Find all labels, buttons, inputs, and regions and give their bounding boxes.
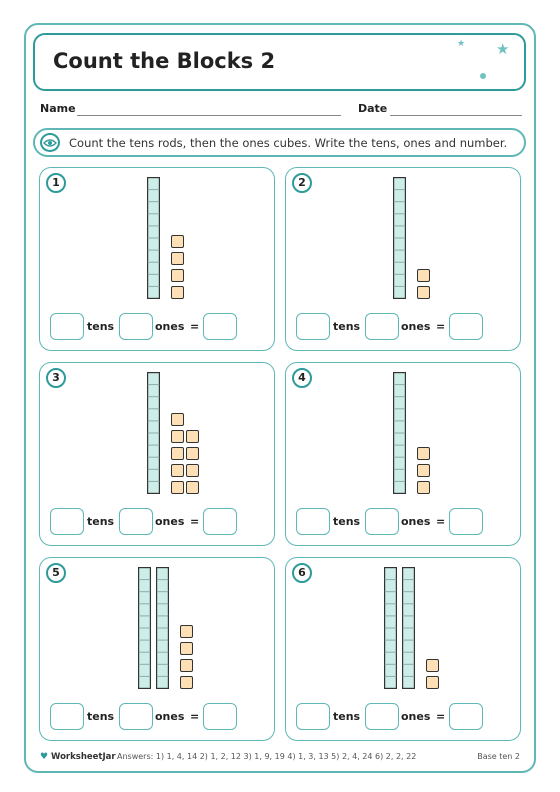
instruction-text: Count the tens rods, then the ones cubes. Write the tens, ones and number. xyxy=(69,136,508,150)
ones-answer-box[interactable] xyxy=(365,703,399,730)
ones-label: ones xyxy=(401,320,431,333)
ones-cube xyxy=(426,676,439,689)
ones-cube xyxy=(417,481,430,494)
number-answer-box[interactable] xyxy=(203,508,237,535)
ones-cube xyxy=(180,625,193,638)
heart-icon: ♥ xyxy=(40,752,49,762)
ones-cube xyxy=(180,642,193,655)
problem-card xyxy=(285,167,521,351)
ones-cube xyxy=(426,659,439,672)
tens-rod xyxy=(138,567,151,689)
problem-number: 1 xyxy=(46,173,66,193)
ones-cube xyxy=(186,447,199,460)
star-icon: ★ xyxy=(496,40,510,58)
ones-cube xyxy=(171,235,184,248)
ones-cube xyxy=(417,447,430,460)
equals-sign: = xyxy=(436,710,446,723)
star-icon: ★ xyxy=(457,39,466,49)
ones-label: ones xyxy=(155,320,185,333)
tens-rod xyxy=(402,567,415,689)
date-label: Date xyxy=(358,102,388,115)
ones-cube xyxy=(186,481,199,494)
problem-number: 5 xyxy=(46,563,66,583)
ones-label: ones xyxy=(401,710,431,723)
equals-sign: = xyxy=(190,320,200,333)
problem-card xyxy=(285,362,521,546)
ones-cube xyxy=(417,269,430,282)
instruction-banner xyxy=(33,128,526,157)
ones-cube xyxy=(417,464,430,477)
tens-answer-box[interactable] xyxy=(50,508,84,535)
tens-rod xyxy=(393,177,406,299)
worksheet-code: Base ten 2 xyxy=(477,752,520,761)
ones-cube xyxy=(180,659,193,672)
equals-sign: = xyxy=(436,320,446,333)
tens-answer-box[interactable] xyxy=(296,313,330,340)
problem-number: 4 xyxy=(292,368,312,388)
equals-sign: = xyxy=(190,515,200,528)
brand-name: WorksheetJar xyxy=(51,752,116,762)
ones-answer-box[interactable] xyxy=(365,313,399,340)
tens-label: tens xyxy=(333,320,361,333)
ones-cube xyxy=(171,430,184,443)
number-answer-box[interactable] xyxy=(203,703,237,730)
name-label: Name xyxy=(40,102,76,115)
page-title: Count the Blocks 2 xyxy=(53,49,276,73)
eye-icon xyxy=(40,133,60,152)
dot-decoration xyxy=(480,73,486,79)
tens-label: tens xyxy=(87,320,115,333)
number-answer-box[interactable] xyxy=(449,313,483,340)
ones-answer-box[interactable] xyxy=(119,313,153,340)
equals-sign: = xyxy=(436,515,446,528)
ones-answer-box[interactable] xyxy=(119,508,153,535)
ones-cube xyxy=(171,252,184,265)
ones-cube xyxy=(417,286,430,299)
tens-rod xyxy=(156,567,169,689)
number-answer-box[interactable] xyxy=(203,313,237,340)
ones-cube xyxy=(171,286,184,299)
tens-rod xyxy=(147,372,160,494)
number-answer-box[interactable] xyxy=(449,508,483,535)
tens-rod xyxy=(393,372,406,494)
equals-sign: = xyxy=(190,710,200,723)
tens-rod xyxy=(147,177,160,299)
ones-cube xyxy=(171,481,184,494)
tens-label: tens xyxy=(333,710,361,723)
problem-card xyxy=(39,167,275,351)
answer-key: Answers: 1) 1, 4, 14 2) 1, 2, 12 3) 1, 9, 19 4) 1, 3, 13 5) 2, 4, 24 6) 2, 2, 22 xyxy=(117,752,417,761)
tens-label: tens xyxy=(333,515,361,528)
tens-rod xyxy=(384,567,397,689)
number-answer-box[interactable] xyxy=(449,703,483,730)
footer xyxy=(40,752,522,764)
ones-cube xyxy=(186,464,199,477)
problem-number: 2 xyxy=(292,173,312,193)
ones-label: ones xyxy=(401,515,431,528)
ones-answer-box[interactable] xyxy=(365,508,399,535)
ones-cube xyxy=(171,269,184,282)
ones-label: ones xyxy=(155,710,185,723)
tens-answer-box[interactable] xyxy=(296,703,330,730)
name-date-row xyxy=(40,102,522,118)
ones-cube xyxy=(180,676,193,689)
ones-label: ones xyxy=(155,515,185,528)
tens-label: tens xyxy=(87,710,115,723)
name-field[interactable] xyxy=(77,115,341,116)
tens-label: tens xyxy=(87,515,115,528)
ones-cube xyxy=(171,464,184,477)
ones-answer-box[interactable] xyxy=(119,703,153,730)
problem-card xyxy=(39,362,275,546)
problem-card xyxy=(285,557,521,741)
problem-number: 6 xyxy=(292,563,312,583)
ones-cube xyxy=(186,430,199,443)
tens-answer-box[interactable] xyxy=(50,703,84,730)
date-field[interactable] xyxy=(390,115,522,116)
tens-answer-box[interactable] xyxy=(296,508,330,535)
problem-number: 3 xyxy=(46,368,66,388)
problem-card xyxy=(39,557,275,741)
ones-cube xyxy=(171,413,184,426)
title-banner xyxy=(33,33,526,91)
tens-answer-box[interactable] xyxy=(50,313,84,340)
ones-cube xyxy=(171,447,184,460)
